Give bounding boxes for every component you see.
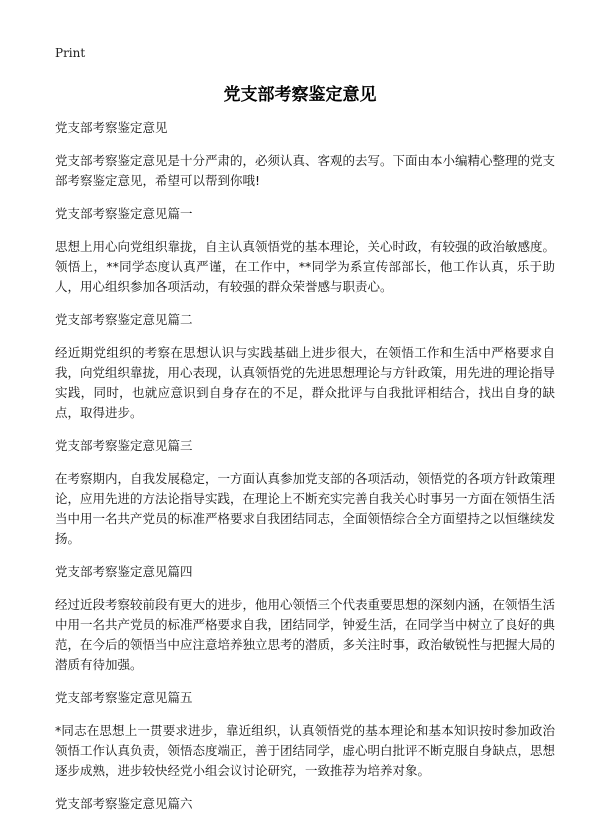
section-heading-1: 党支部考察鉴定意见篇一 — [55, 206, 193, 221]
section-heading-3: 党支部考察鉴定意见篇三 — [55, 438, 193, 453]
page-title: 党支部考察鉴定意见 — [223, 85, 377, 105]
article-body — [55, 118, 555, 827]
section-paragraph-4: 经过近段考察较前段有更大的进步，他用心领悟三个代表重要思想的深刻内涵，在领悟生活中用一名共产党员的标准严格要求自我，团结同学，钟爱生活，在同学当中树立了良好的典范，在今后的领悟当中应注意培养独立思考的潜质，多关注时事，政治敏锐性与把握大局的潜质有待加强。 — [55, 597, 556, 672]
section-heading-intro: 党支部考察鉴定意见 — [55, 120, 168, 135]
section-heading-5: 党支部考察鉴定意见篇五 — [55, 690, 193, 705]
section-heading-4: 党支部考察鉴定意见篇四 — [55, 564, 193, 579]
section-paragraph-intro: 党支部考察鉴定意见是十分严肃的，必须认真、客观的去写。下面由本小编精心整理的党支部考察鉴定意见，希望可以帮到你哦! — [55, 153, 556, 188]
section-paragraph-3: 在考察期内，自我发展稳定，一方面认真参加党支部的各项活动，领悟党的各项方针政策理论，应用先进的方法论指导实践，在理论上不断充实完善自我关心时事另一方面在领悟生活当中用一名共产党员的标准严格要求自我团结同志，全面领悟综合全方面望持之以恒继续发扬。 — [55, 471, 556, 546]
section-heading-2: 党支部考察鉴定意见篇二 — [55, 312, 193, 327]
print-link[interactable]: Print — [55, 46, 86, 60]
section-paragraph-1: 思想上用心向党组织靠拢，自主认真领悟党的基本理论，关心时政，有较强的政治敏感度。领悟上，**同学态度认真严谨，在工作中，**同学为系宣传部部长，他工作认真，乐于助人，用心组织参加各项活动，有较强的群众荣誉感与职责心。 — [55, 239, 556, 294]
section-paragraph-2: 经近期党组织的考察在思想认识与实践基础上进步很大，在领悟工作和生活中严格要求自我，向党组织靠拢，用心表现，认真领悟党的先进思想理论与方针政策，用先进的理论指导实践，同时，也就应意识到自身存在的不足，群众批评与自我批评相结合，找出自身的缺点，取得进步。 — [55, 345, 556, 420]
section-paragraph-5: *同志在思想上一贯要求进步，靠近组织，认真领悟党的基本理论和基本知识按时参加政治领悟工作认真负责，领悟态度端正，善于团结同学，虚心明白批评不断克服自身缺点，思想逐步成熟，进步较快经党小组会议讨论研究，一致推荐为培养对象。 — [55, 723, 556, 778]
section-heading-6: 党支部考察鉴定意见篇六 — [55, 796, 193, 811]
